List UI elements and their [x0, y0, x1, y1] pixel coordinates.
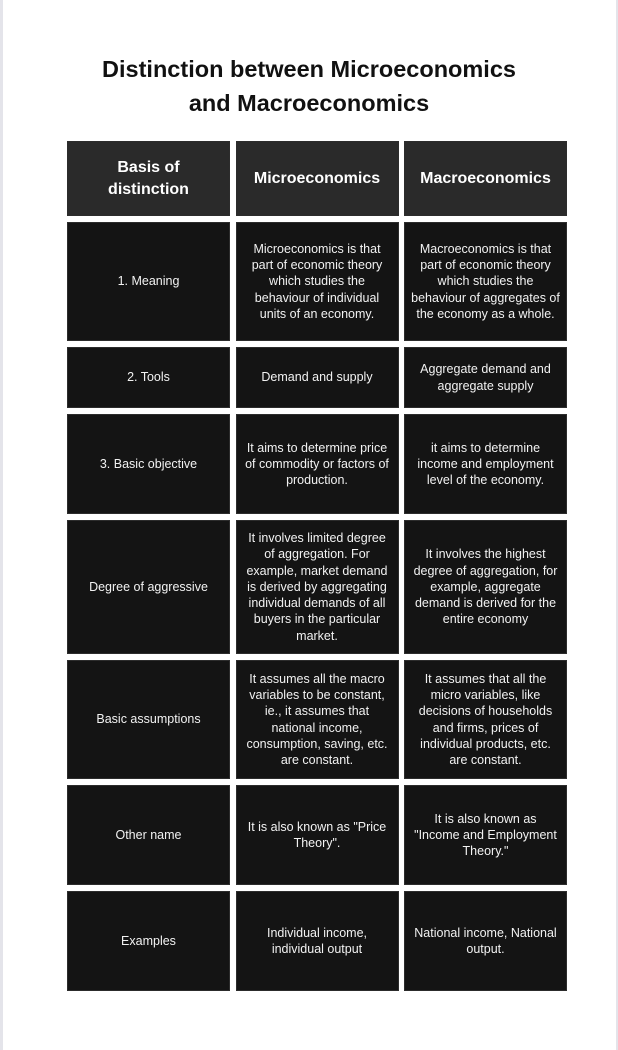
row-examples-basis: Examples: [68, 892, 229, 990]
row-tools-macro: Aggregate demand and aggregate supply: [405, 348, 566, 407]
row-meaning-micro: Microeconomics is that part of economic theory which studies the behaviour of individual units of an economy.: [237, 223, 398, 340]
page-title: [60, 52, 558, 120]
comparison-table: [68, 142, 566, 990]
row-examples-micro: Individual income, individual output: [237, 892, 398, 990]
row-othername-basis: Other name: [68, 786, 229, 884]
row-tools-micro: Demand and supply: [237, 348, 398, 407]
row-objective-micro: It aims to determine price of commodity or factors of production.: [237, 415, 398, 513]
header-basis: Basis of distinction: [68, 142, 229, 215]
page-left-border: [0, 0, 3, 1050]
row-objective-basis: 3. Basic objective: [68, 415, 229, 513]
row-assumptions-micro: It assumes all the macro variables to be constant, ie., it assumes that national income, consumption, saving, etc. are constant.: [237, 661, 398, 778]
title-line-2: and Macroeconomics: [188, 90, 430, 116]
row-assumptions-macro: It assumes that all the micro variables, like decisions of households and firms, prices of individual products, etc. are constant.: [405, 661, 566, 778]
row-othername-micro: It is also known as "Price Theory".: [237, 786, 398, 884]
row-tools-basis: 2. Tools: [68, 348, 229, 407]
row-aggregation-macro: It involves the highest degree of aggregation, for example, aggregate demand is derived for the entire economy: [405, 521, 566, 653]
row-assumptions-basis: Basic assumptions: [68, 661, 229, 778]
header-microeconomics: Microeconomics: [237, 142, 398, 215]
row-aggregation-micro: It involves limited degree of aggregation. For example, market demand is derived by aggregating individual demands of all buyers in the particular market.: [237, 521, 398, 653]
header-macroeconomics: Macroeconomics: [405, 142, 566, 215]
row-meaning-macro: Macroeconomics is that part of economic theory which studies the behaviour of aggregates of the economy as a whole.: [405, 223, 566, 340]
row-objective-macro: it aims to determine income and employment level of the economy.: [405, 415, 566, 513]
title-line-1: Distinction between Microeconomics: [102, 56, 516, 82]
row-aggregation-basis: Degree of aggressive: [68, 521, 229, 653]
row-meaning-basis: 1. Meaning: [68, 223, 229, 340]
row-examples-macro: National income, National output.: [405, 892, 566, 990]
row-othername-macro: It is also known as "Income and Employment Theory.": [405, 786, 566, 884]
